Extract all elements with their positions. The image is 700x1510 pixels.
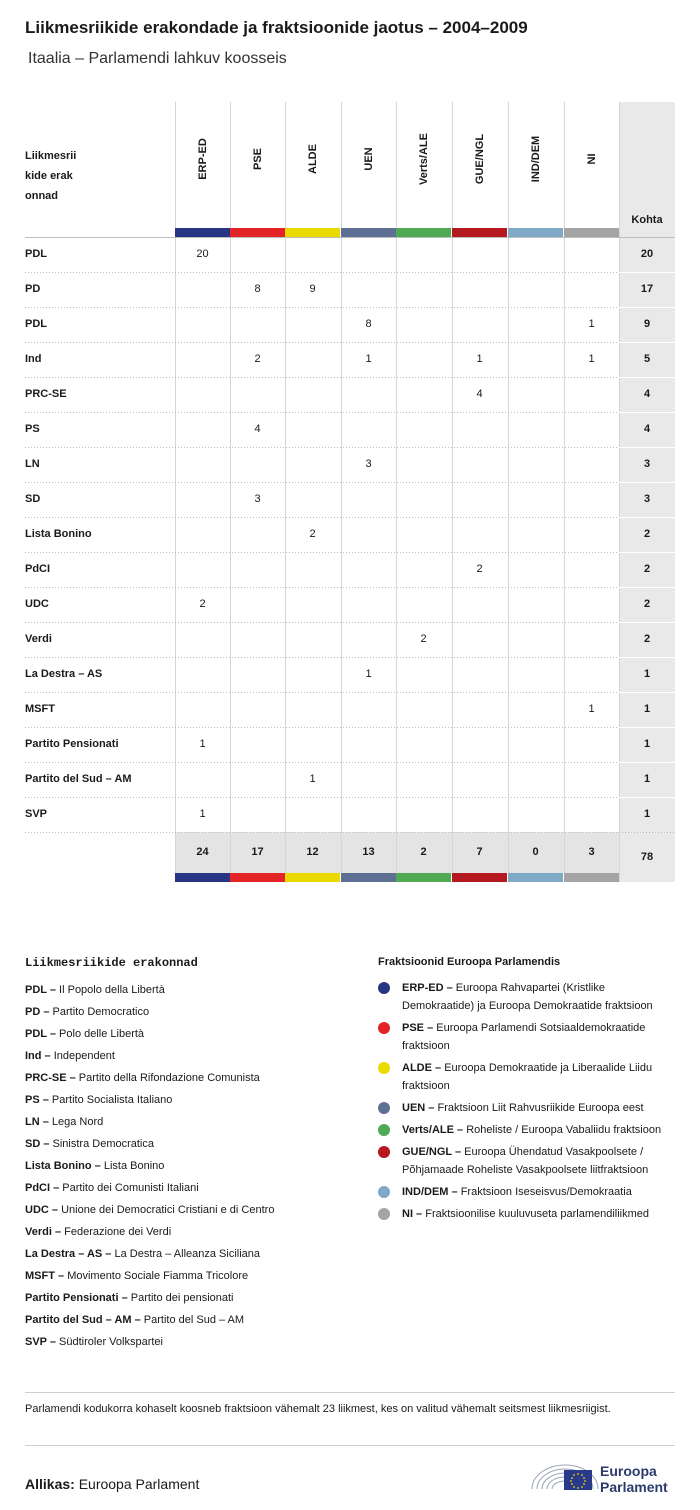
group-abbr: Verts/ALE (402, 1124, 454, 1136)
source-label: Allikas: (25, 1476, 75, 1492)
group-color-bar (396, 873, 451, 882)
group-abbr: NI (402, 1208, 413, 1220)
party-legend-item (25, 1331, 360, 1353)
row-total: 1 (643, 738, 651, 750)
logo-text-line: Euroopa (600, 1463, 657, 1479)
row-party-label: PDL (25, 318, 47, 330)
row-total: 5 (643, 353, 651, 365)
divider (25, 1445, 675, 1446)
group-color-bar (230, 228, 285, 237)
row-total: 4 (643, 423, 651, 435)
party-full-name: Independent (53, 1050, 115, 1062)
group-full-name: Euroopa Parlamendi Sotsiaaldemokraatide fraktsioon (402, 1022, 646, 1052)
row-total: 4 (643, 388, 651, 400)
group-legend-item (378, 1205, 678, 1223)
party-abbr: PD (25, 1006, 41, 1018)
group-color-bar (341, 228, 396, 237)
table-cell: 20 (196, 248, 209, 260)
group-full-name: Fraktsioon Liit Rahvusriikide Euroopa eest (437, 1102, 644, 1114)
party-full-name: Partito del Sud – AM (143, 1314, 245, 1326)
group-color-bar (285, 228, 340, 237)
column-total: 7 (476, 846, 483, 858)
column-header: Verts/ALE (417, 133, 430, 185)
party-abbr: SD (25, 1138, 41, 1150)
column-header: IND/DEM (529, 135, 542, 183)
group-abbr: IND/DEM (402, 1186, 449, 1198)
group-legend-item (378, 1019, 678, 1055)
group-legend-item (378, 1183, 678, 1201)
logo-text (600, 1463, 668, 1495)
group-color-dot-icon (378, 1022, 390, 1034)
group-full-name: Euroopa Rahvapartei (Kristlike Demokraatide) ja Euroopa Demokraatide fraktsioon (402, 982, 653, 1012)
row-total: 1 (643, 808, 651, 820)
group-color-bar (230, 873, 285, 882)
group-abbr: ERP-ED (402, 982, 444, 994)
divider (25, 1392, 675, 1393)
separator: – (48, 1204, 62, 1216)
chart-title: Liikmesriikide erakondade ja fraktsioonide jaotus – 2004–2009 (25, 18, 528, 37)
row-party-label: Ind (25, 353, 42, 365)
table-cell: 2 (309, 528, 316, 540)
table-cell: 3 (365, 458, 372, 470)
column-header: UEN (362, 147, 375, 171)
row-party-label: Partito Pensionati (25, 738, 119, 750)
row-party-label: Lista Bonino (25, 528, 92, 540)
row-total: 20 (640, 248, 654, 260)
table-cell: 8 (365, 318, 372, 330)
table-cell: 1 (588, 318, 595, 330)
party-abbr: PDL (25, 984, 47, 996)
column-total: 12 (306, 846, 319, 858)
row-party-label: PD (25, 283, 41, 295)
table-cell: 1 (199, 738, 206, 750)
group-color-bar (396, 228, 451, 237)
row-total: 3 (643, 458, 651, 470)
separator: – (448, 1186, 461, 1198)
table-cell: 3 (254, 493, 261, 505)
group-color-bar (285, 873, 340, 882)
party-full-name: La Destra – Alleanza Siciliana (114, 1248, 261, 1260)
row-total: 17 (640, 283, 654, 295)
row-party-label: PS (25, 423, 40, 435)
column-header: NI (585, 153, 598, 165)
separator: – (46, 1336, 60, 1348)
party-legend-item (25, 1265, 360, 1287)
party-abbr: UDC (25, 1204, 49, 1216)
party-full-name: Partito della Rifondazione Comunista (78, 1072, 260, 1084)
table-cell: 2 (199, 598, 206, 610)
separator: – (118, 1292, 131, 1304)
footnote: Parlamendi kodukorra kohaselt koosneb fraktsioon vähemalt 23 liikmest, kes on valitud vähemalt seitsmest liikmesriigist. (25, 1403, 611, 1415)
party-full-name: Partito dei Comunisti Italiani (62, 1182, 199, 1194)
party-full-name: Lista Bonino (103, 1160, 165, 1172)
party-abbr: PDL (25, 1028, 47, 1040)
row-party-label: PDL (25, 248, 47, 260)
column-header: GUE/NGL (473, 133, 486, 185)
party-full-name: Partito dei pensionati (130, 1292, 234, 1304)
group-full-name: Roheliste / Euroopa Vabaliidu fraktsioon (466, 1124, 662, 1136)
group-color-dot-icon (378, 1146, 390, 1158)
column-total: 24 (196, 846, 209, 858)
group-legend-item (378, 1143, 678, 1179)
table-cell: 1 (365, 353, 372, 365)
party-full-name: Partito Socialista Italiano (51, 1094, 173, 1106)
source-value: Euroopa Parlament (78, 1476, 200, 1492)
group-color-bar (508, 873, 563, 882)
separator: – (424, 1022, 437, 1034)
logo-text-line: Parlament (600, 1479, 668, 1495)
column-header: ERP-ED (196, 138, 209, 180)
separator: – (413, 1208, 426, 1220)
separator: – (40, 1006, 53, 1018)
party-full-name: Federazione dei Verdi (64, 1226, 172, 1238)
source (25, 1476, 199, 1492)
group-color-bar (175, 228, 230, 237)
table-cell: 2 (476, 563, 483, 575)
table-cell: 1 (365, 668, 372, 680)
group-color-dot-icon (378, 982, 390, 994)
group-color-dot-icon (378, 1124, 390, 1136)
table-cell: 1 (588, 703, 595, 715)
separator: – (451, 1146, 465, 1158)
separator: – (40, 1138, 53, 1150)
group-color-bar (508, 228, 563, 237)
group-abbr: ALDE (402, 1062, 432, 1074)
group-color-dot-icon (378, 1208, 390, 1220)
group-legend-item (378, 1059, 678, 1095)
party-full-name: Südtiroler Volkspartei (59, 1336, 163, 1348)
column-total: 13 (362, 846, 375, 858)
row-total: 1 (643, 773, 651, 785)
party-full-name: Partito Democratico (52, 1006, 150, 1018)
party-abbr: PdCI (25, 1182, 51, 1194)
separator: – (51, 1226, 65, 1238)
party-legend-item (25, 1287, 360, 1309)
separator: – (453, 1124, 467, 1136)
row-total: 9 (643, 318, 651, 330)
row-party-label: SVP (25, 808, 48, 820)
party-legend-item (25, 1199, 360, 1221)
party-legend-item (25, 1133, 360, 1155)
party-abbr: Ind (25, 1050, 42, 1062)
separator: – (443, 982, 456, 994)
row-party-label: MSFT (25, 703, 55, 715)
row-party-label: UDC (25, 598, 49, 610)
party-legend-item (25, 1089, 360, 1111)
table-cell: 4 (254, 423, 261, 435)
row-total: 2 (643, 563, 651, 575)
party-full-name: Il Popolo della Libertà (59, 984, 165, 996)
group-full-name: Fraktsioonilise kuuluvuseta parlamendiliikmed (425, 1208, 650, 1220)
group-legend-item (378, 1121, 678, 1139)
party-full-name: Unione dei Democratici Cristiani e di Centro (61, 1204, 275, 1216)
party-legend-item (25, 1221, 360, 1243)
party-abbr: Partito del Sud – AM (25, 1314, 132, 1326)
separator: – (39, 1094, 52, 1106)
chart-subtitle: Itaalia – Parlamendi lahkuv koosseis (28, 50, 287, 67)
separator: – (46, 1028, 60, 1040)
column-total: 3 (588, 846, 595, 858)
column-header: PSE (251, 148, 264, 171)
group-color-bar (175, 873, 230, 882)
table-cell: 1 (199, 808, 206, 820)
group-abbr: UEN (402, 1102, 426, 1114)
group-legend-heading: Fraktsioonid Euroopa Parlamendis (378, 956, 561, 968)
party-legend-item (25, 1067, 360, 1089)
separator: – (46, 984, 60, 996)
separator: – (54, 1270, 68, 1282)
separator: – (91, 1160, 104, 1172)
row-party-label: La Destra – AS (25, 668, 103, 680)
table-cell: 1 (588, 353, 595, 365)
separator: – (425, 1102, 438, 1114)
party-abbr: SVP (25, 1336, 47, 1348)
column-total: 2 (420, 846, 427, 858)
row-total: 2 (643, 633, 651, 645)
separator: – (39, 1116, 52, 1128)
row-party-label: PdCI (25, 563, 51, 575)
party-full-name: Sinistra Democratica (52, 1138, 154, 1150)
total-header: Kohta (631, 214, 663, 226)
party-legend-item (25, 1001, 360, 1023)
party-legend (25, 956, 360, 1353)
party-legend-heading: Liikmesriikide erakonnad (25, 956, 198, 970)
row-total: 3 (643, 493, 651, 505)
separator: – (41, 1050, 54, 1062)
table-cell: 4 (476, 388, 483, 400)
column-total: 0 (532, 846, 539, 858)
party-abbr: PS (25, 1094, 40, 1106)
party-legend-item (25, 1243, 360, 1265)
party-legend-item (25, 1045, 360, 1067)
party-abbr: MSFT (25, 1270, 55, 1282)
row-total: 1 (643, 703, 651, 715)
row-party-label: Verdi (25, 633, 52, 645)
table-cell: 2 (420, 633, 427, 645)
party-legend-item (25, 1309, 360, 1331)
row-total: 2 (643, 598, 651, 610)
group-abbr: PSE (402, 1022, 425, 1034)
group-legend (378, 956, 678, 1227)
party-abbr: Verdi (25, 1226, 52, 1238)
group-legend-item (378, 979, 678, 1015)
group-color-dot-icon (378, 1062, 390, 1074)
party-legend-item (25, 1111, 360, 1133)
group-color-dot-icon (378, 1102, 390, 1114)
row-party-label: PRC-SE (25, 388, 67, 400)
group-color-bar (564, 228, 619, 237)
separator: – (50, 1182, 63, 1194)
group-color-bar (564, 873, 619, 882)
group-color-bar (341, 873, 396, 882)
group-full-name: Euroopa Demokraatide ja Liberaalide Liidu fraktsioon (402, 1062, 653, 1092)
party-legend-item (25, 1023, 360, 1045)
party-legend-item (25, 979, 360, 1001)
row-header: Liikmesriikide erakonnad (25, 150, 77, 202)
table-cell: 9 (309, 283, 316, 295)
party-abbr: La Destra – AS (25, 1248, 103, 1260)
row-party-label: Partito del Sud – AM (25, 773, 132, 785)
group-abbr: GUE/NGL (402, 1146, 452, 1158)
table-cell: 2 (254, 353, 261, 365)
separator: – (102, 1248, 115, 1260)
row-total: 2 (643, 528, 651, 540)
table-cell: 1 (309, 773, 316, 785)
separator: – (66, 1072, 79, 1084)
column-header: ALDE (306, 144, 319, 174)
table-cell: 8 (254, 283, 261, 295)
party-full-name: Lega Nord (51, 1116, 104, 1128)
party-abbr: LN (25, 1116, 40, 1128)
row-party-label: LN (25, 458, 40, 470)
row-total: 1 (643, 668, 651, 680)
group-legend-item (378, 1099, 678, 1117)
group-full-name: Euroopa Ühendatud Vasakpoolsete / Põhjamaade Roheliste Vasakpoolsete liitfraktsioon (402, 1146, 649, 1176)
party-full-name: Polo delle Libertà (59, 1028, 145, 1040)
group-color-bar (452, 228, 507, 237)
party-full-name: Movimento Sociale Fiamma Tricolore (67, 1270, 249, 1282)
party-legend-item (25, 1177, 360, 1199)
party-abbr: Lista Bonino (25, 1160, 92, 1172)
separator: – (131, 1314, 144, 1326)
row-party-label: SD (25, 493, 41, 505)
group-full-name: Fraktsioon Iseseisvus/Demokraatia (460, 1186, 632, 1198)
separator: – (431, 1062, 445, 1074)
group-color-dot-icon (378, 1186, 390, 1198)
party-abbr: Partito Pensionati (25, 1292, 119, 1304)
party-legend-item (25, 1155, 360, 1177)
group-color-bar (452, 873, 507, 882)
grand-total: 78 (640, 851, 654, 863)
column-total: 17 (251, 846, 264, 858)
party-abbr: PRC-SE (25, 1072, 67, 1084)
table-cell: 1 (476, 353, 483, 365)
